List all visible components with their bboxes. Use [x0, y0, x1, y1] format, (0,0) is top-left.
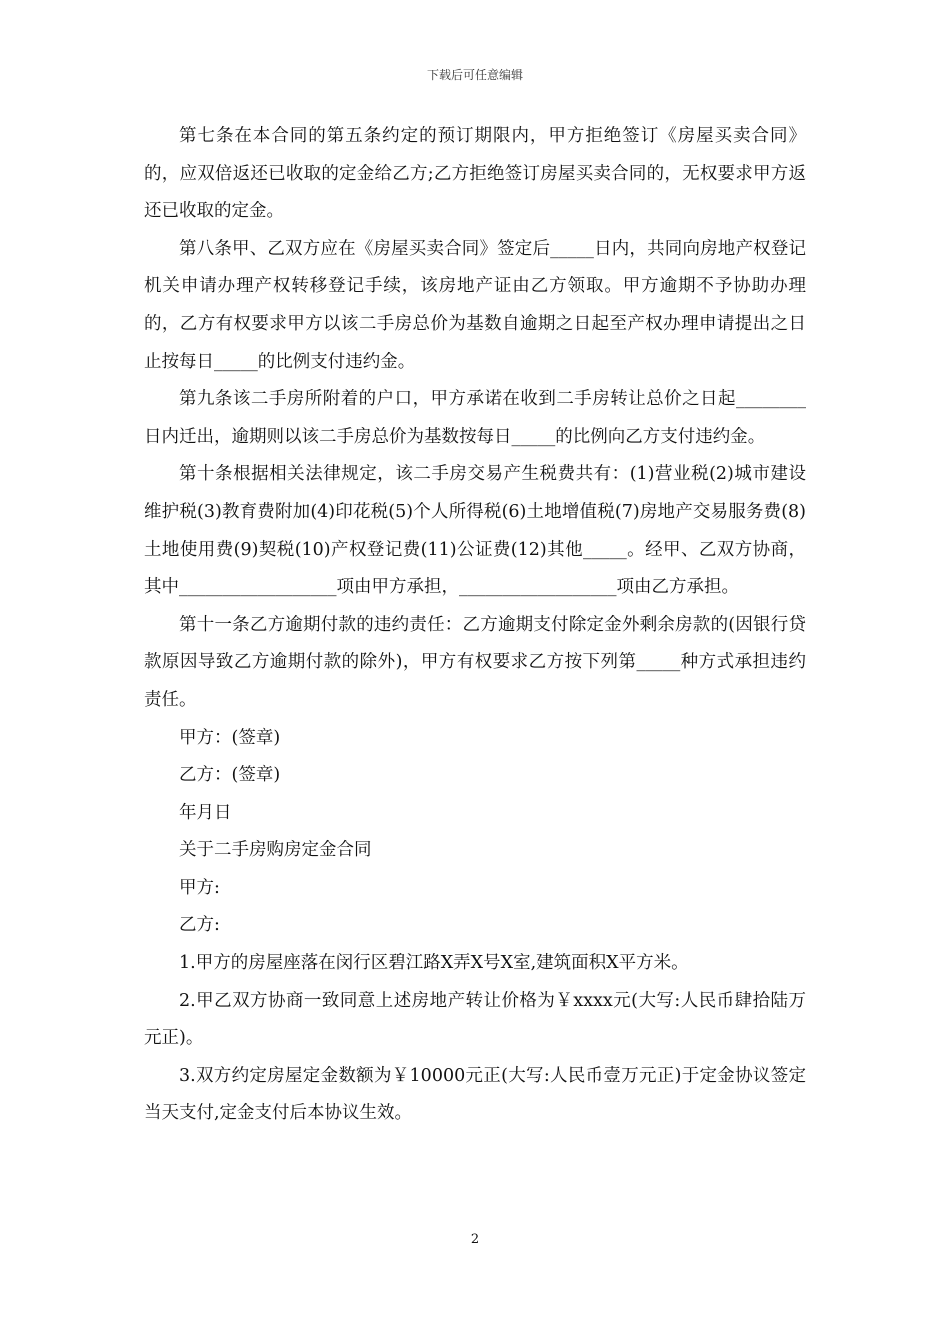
clause-10: 第十条根据相关法律规定，该二手房交易产生税费共有：(1)营业税(2)城市建设维护税(3)教育费附加(4)印花税(5)个人所得税(6)土地增值税(7)房地产交易服务费(8)土地使用费(9)契税(10)产权登记费(11)公证费(12)其他_____。经甲、乙双方协商，其中__________________项由甲方承担，__________________项由乙方承担。: [144, 464, 806, 598]
clause-11: 第十一条乙方逾期付款的违约责任：乙方逾期支付除定金外剩余房款的(因银行贷款原因导致乙方逾期付款的除外)，甲方有权要求乙方按下列第_____种方式承担违约责任。: [144, 614, 806, 710]
contract-title: 关于二手房购房定金合同: [179, 840, 372, 861]
party-b-line: 乙方:: [179, 915, 220, 936]
clause-9: 第九条该二手房所附着的户口，甲方承诺在收到二手房转让总价之日起________日内迁出，逾期则以该二手房总价为基数按每日_____的比例向乙方支付违约金。: [144, 389, 806, 447]
page-header: 下载后可任意编辑: [426, 68, 523, 82]
party-a-signature: 甲方：(签章): [179, 727, 281, 748]
item-3: 3.双方约定房屋定金数额为￥10000元正(大写:人民币壹万元正)于定金协议签定当天支付,定金支付后本协议生效。: [144, 1065, 806, 1124]
document-body: [144, 118, 806, 1133]
clause-8: 第八条甲、乙双方应在《房屋买卖合同》签定后_____日内，共同向房地产权登记机关申请办理产权转移登记手续，该房地产证由乙方领取。甲方逾期不予协助办理的，乙方有权要求甲方以该二手房总价为基数自逾期之日起至产权办理申请提出之日止按每日_____的比例支付违约金。: [144, 238, 806, 372]
date-line: 年月日: [179, 802, 232, 823]
item-1: 1.甲方的房屋座落在闵行区碧江路X弄X号X室,建筑面积X平方米。: [179, 953, 689, 974]
item-2: 2.甲乙双方协商一致同意上述房地产转让价格为￥xxxx元(大写:人民币肆拾陆万元正)。: [144, 990, 806, 1049]
clause-7: 第七条在本合同的第五条约定的预订期限内，甲方拒绝签订《房屋买卖合同》的，应双倍返还已收取的定金给乙方;乙方拒绝签订房屋买卖合同的，无权要求甲方返还已收取的定金。: [144, 126, 806, 222]
party-b-signature: 乙方：(签章): [179, 765, 281, 786]
party-a-line: 甲方:: [179, 877, 220, 898]
page-number: 2: [470, 1232, 480, 1247]
